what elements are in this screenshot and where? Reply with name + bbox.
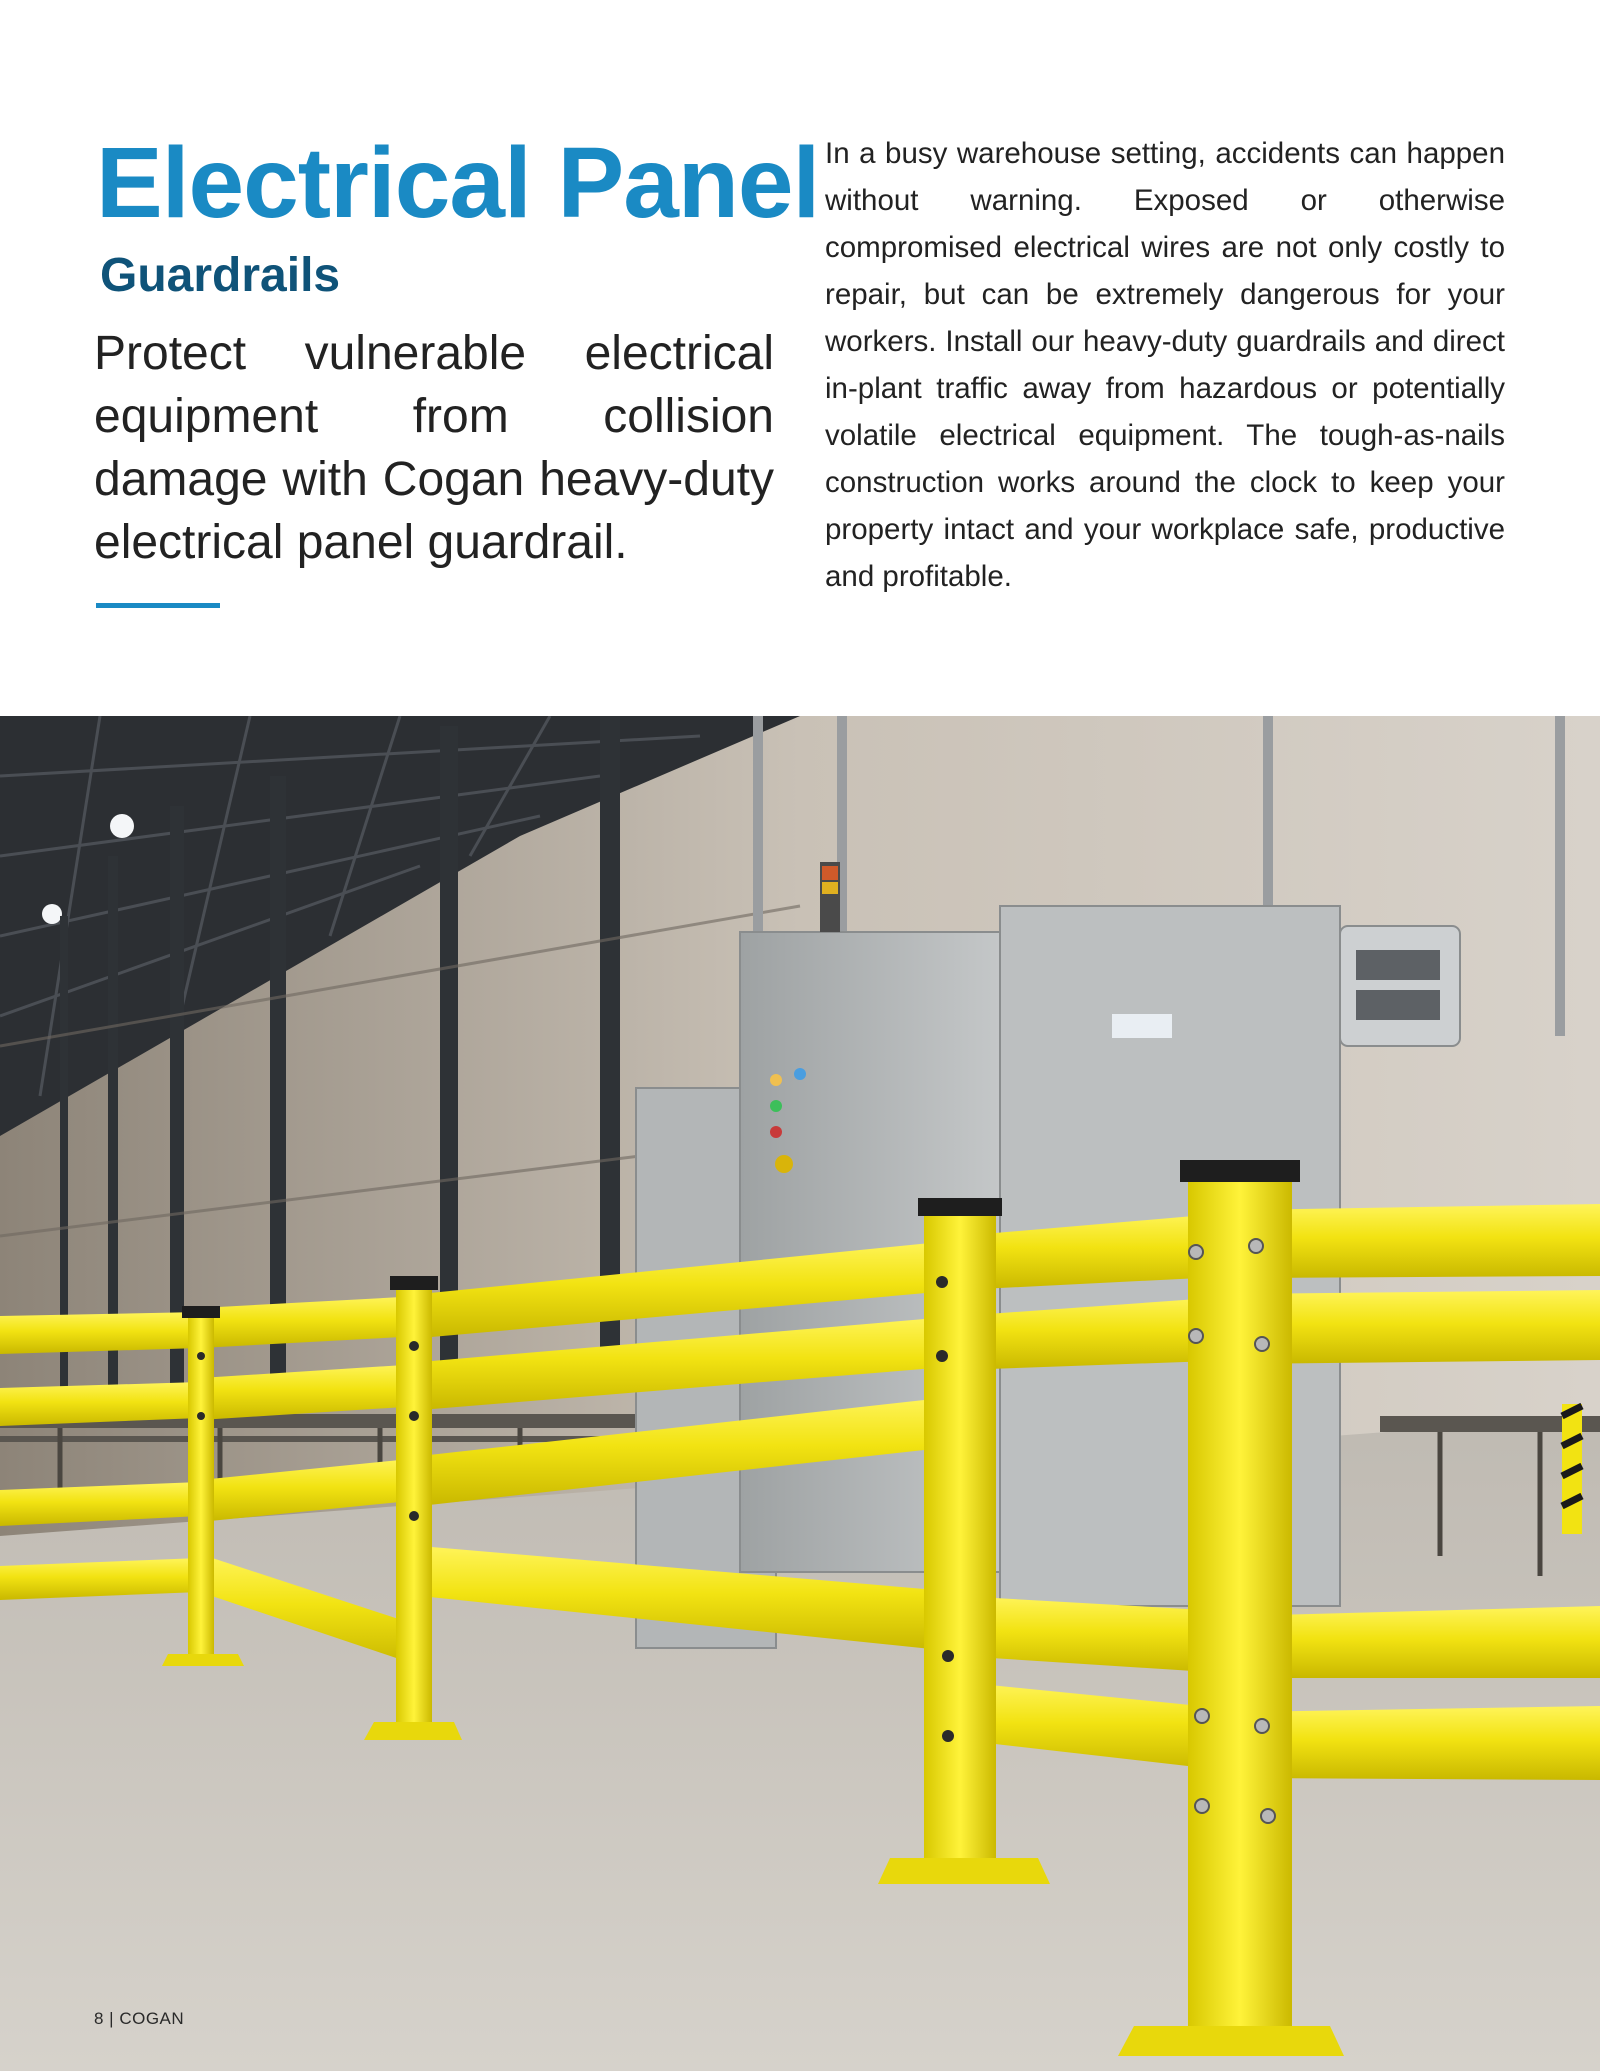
guardrail-photo [0, 716, 1600, 2071]
page-title: Electrical Panel [96, 127, 820, 239]
body-paragraph: In a busy warehouse setting, accidents can happen without warning. Exposed or otherwise compromised electrical wires are not only costly to repair, but can be extremely dangerous for your workers. Install our heavy-duty guardrails and direct in-plant traffic away from hazardous or potentially volatile electrical equipment. The tough-as-nails construction works around the clock to keep your property intact and your workplace safe, productive and profitable. [825, 137, 1505, 593]
page-subtitle: Guardrails [100, 249, 341, 302]
lead-paragraph: Protect vulnerable electrical equipment from collision damage with Cogan heavy-duty electrical panel guardrail. [94, 327, 774, 569]
accent-divider [96, 603, 220, 608]
warehouse-illustration [0, 716, 1600, 2071]
page-footer: 8 | COGAN [94, 2009, 185, 2028]
